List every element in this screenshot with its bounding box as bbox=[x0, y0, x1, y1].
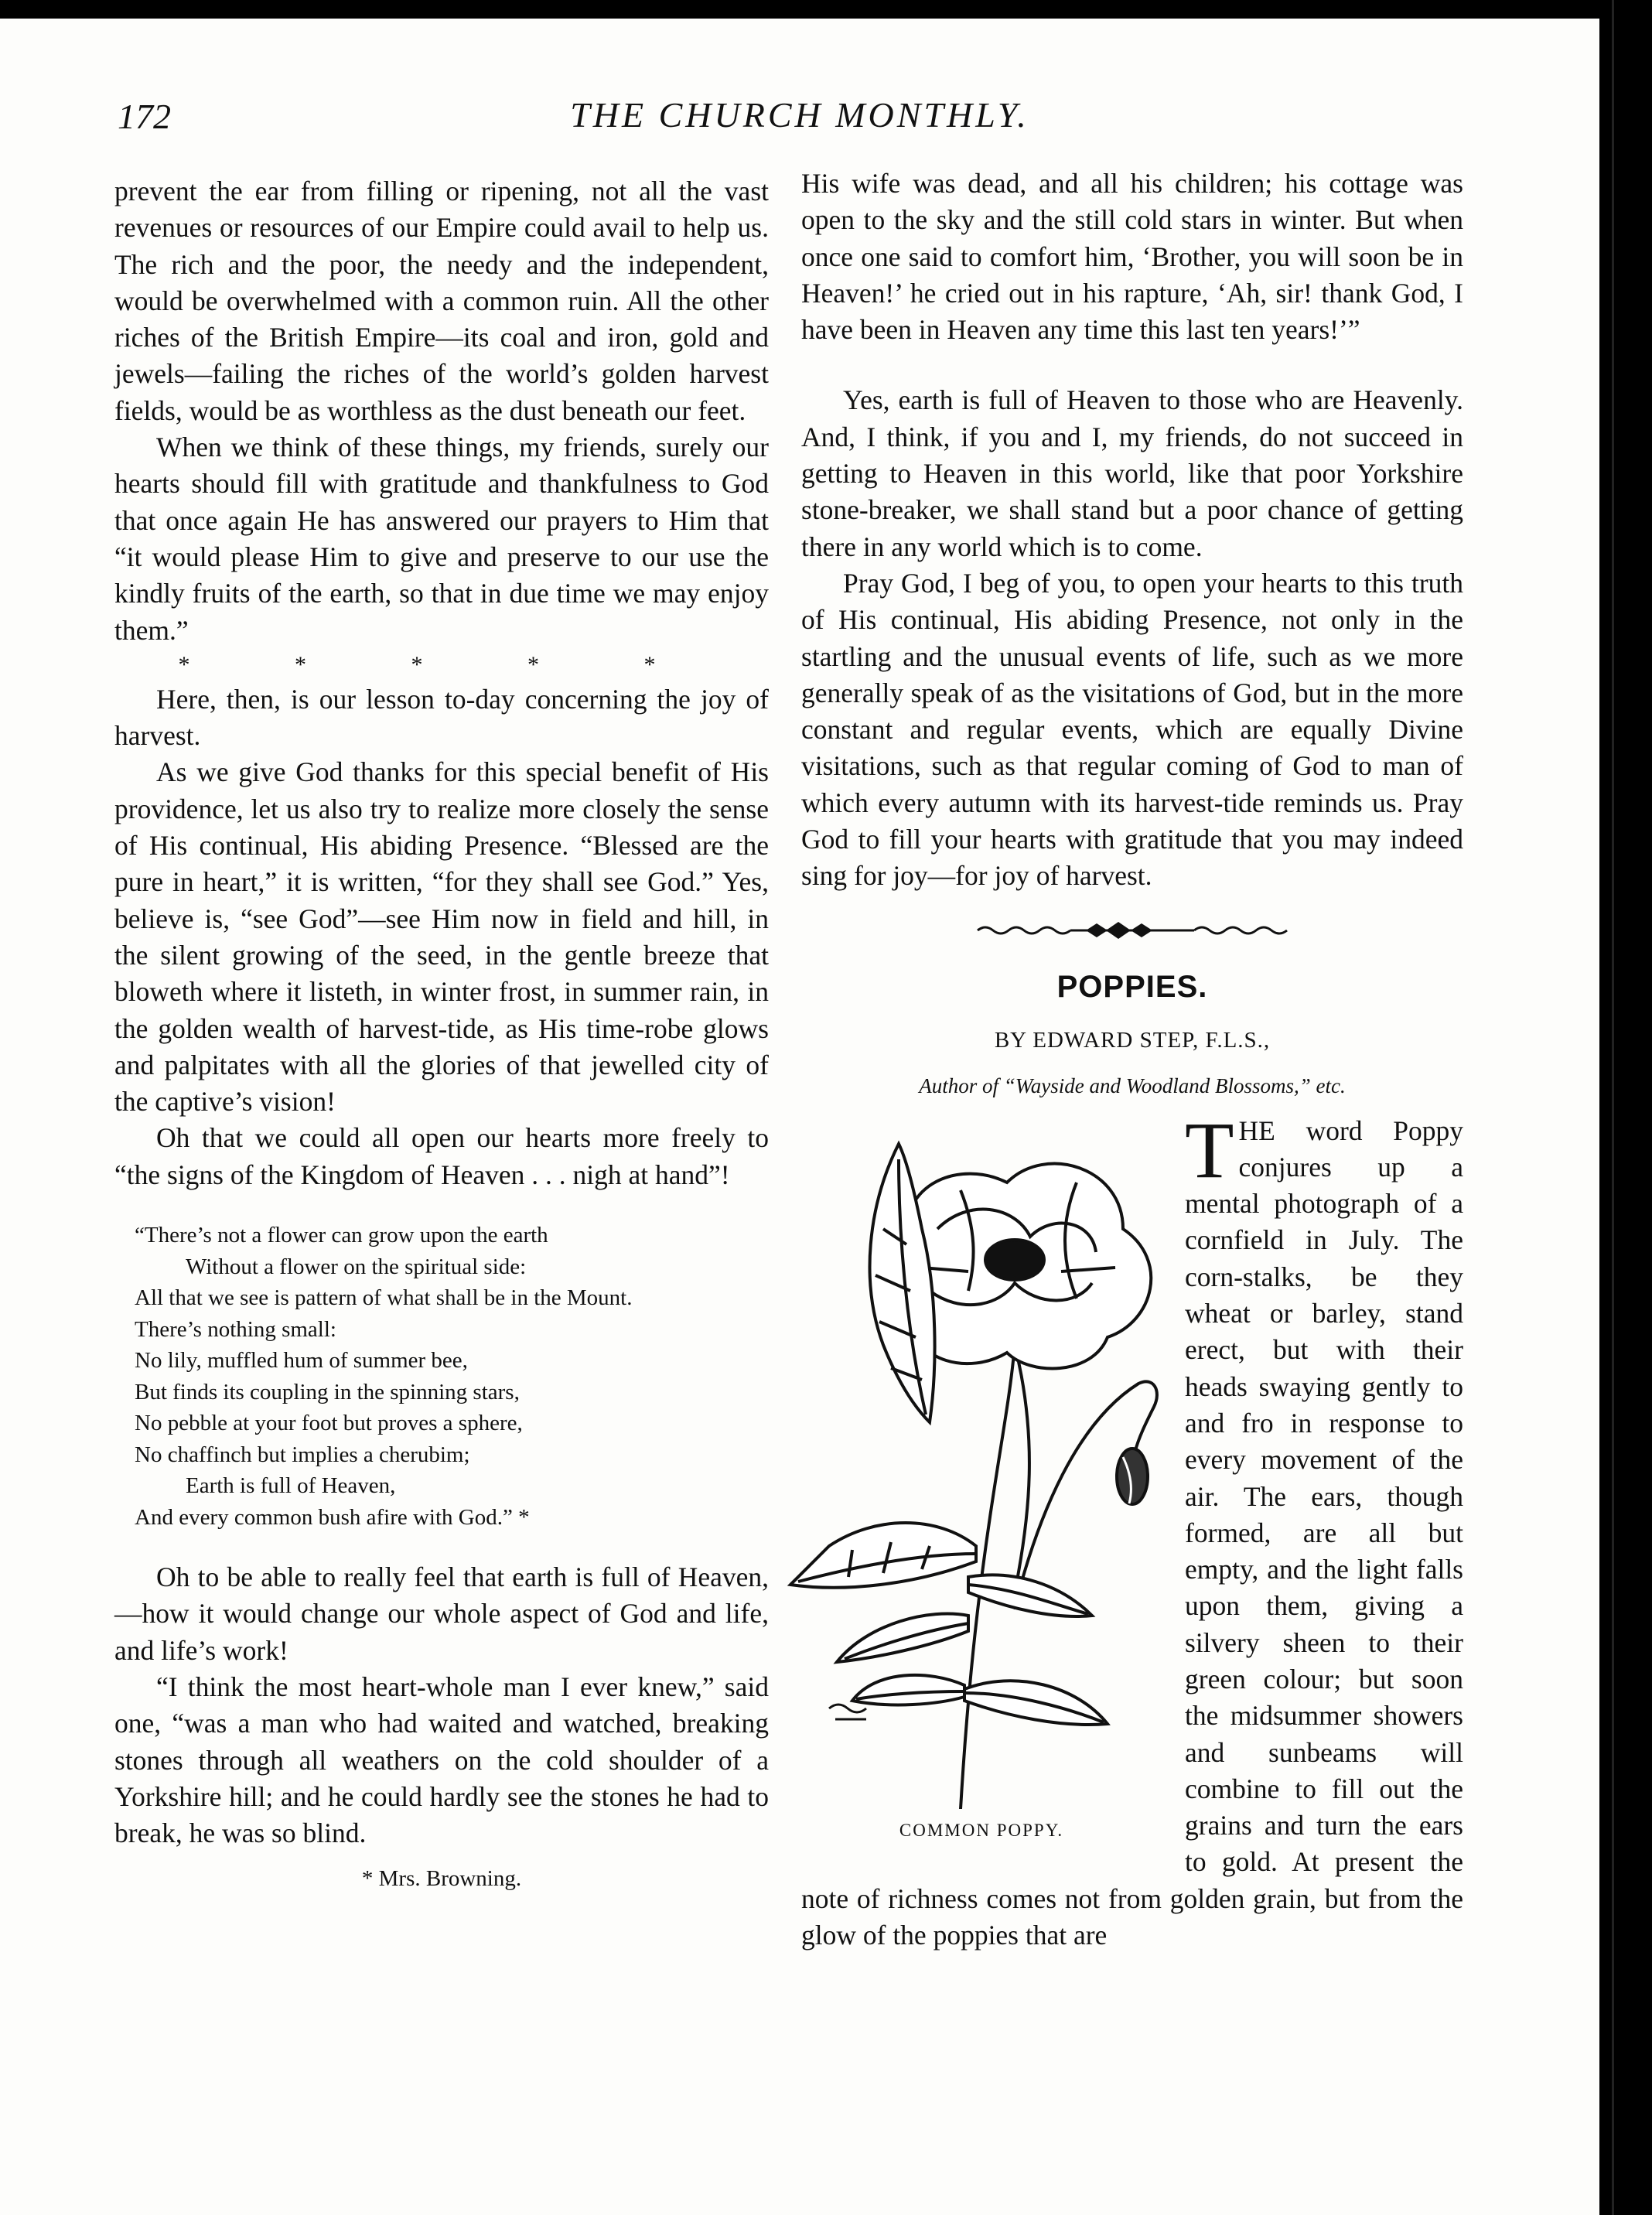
article-paragraph: HE word Poppy conjures up a mental photograph of a cornfield in July. The corn-stalks, be they wheat or barley, stand erect, but with their heads swaying gently to and fro in response to every movement of the air. The ears, though formed, are all but empty, and the light falls upon them, giving a silvery sheen to their green colour; but soon the midsummer showers and sunbeams will combine to fill out the grains and turn the ears to gold. At present the note of richness comes not from golden grain, but from the glow of the poppies that are bbox=[801, 1114, 1463, 1951]
left-column bbox=[114, 173, 769, 1898]
paragraph: Here, then, is our lesson to-day concerning the joy of harvest. bbox=[114, 683, 769, 752]
ornament-icon bbox=[970, 919, 1295, 942]
poem-line: No lily, muffled hum of summer bee, bbox=[135, 1348, 468, 1374]
poem-quotation bbox=[135, 1220, 769, 1533]
paragraph: Oh to be able to really feel that earth is full of Heaven,—how it would change our whole aspect of God and life, and life’s work! bbox=[114, 1561, 769, 1666]
poem-line: All that we see is pattern of what shall be in the Mount. bbox=[135, 1285, 633, 1311]
paragraph: “I think the most heart-whole man I ever knew,” said one, “was a man who had waited and watched, breaking stones through all weathers on the cold shoulder of a Yorkshire hill; and he could hardly see the stones he had to break, he was so blind. bbox=[114, 1671, 769, 1849]
poem-line: And every common bush afire with God.” * bbox=[135, 1504, 530, 1530]
scan-edge-line bbox=[1612, 0, 1614, 2215]
figure-caption: COMMON POPPY. bbox=[899, 1820, 1064, 1840]
poem-line: Earth is full of Heaven, bbox=[186, 1473, 396, 1499]
paragraph: As we give God thanks for this special benefit of His providence, let us also try to realize more closely the sense of His continual, His abiding Presence. “Blessed are the pure in heart,” it is written, “for they shall see God.” Yes, believe is, “see God”—see Him now in field and hill, in the silent growing of the seed, in the gentle breeze that bloweth where it listeth, in winter frost, in summer rain, in the golden wealth of harvest-tide, as His time-robe glows and palpitates with all the glories of that jewelled city of the captive’s vision! bbox=[114, 756, 769, 1118]
page-number: 172 bbox=[118, 97, 171, 136]
article-title: POPPIES. bbox=[1056, 969, 1208, 1004]
running-title: THE CHURCH MONTHLY. bbox=[570, 95, 1029, 135]
paragraph: Yes, earth is full of Heaven to those who are Heavenly. And, I think, if you and I, my friends, do not succeed in getting to Heaven in this world, like that poor Yorkshire stone-breaker, we shall stand but a poor chance of getting there in any world which is to come. bbox=[801, 384, 1463, 562]
poem-line: No pebble at your foot but proves a sphere, bbox=[135, 1411, 523, 1436]
poem-line: “There’s not a flower can grow upon the earth bbox=[135, 1223, 548, 1248]
scan-edge bbox=[1599, 0, 1652, 2215]
page-header bbox=[0, 80, 1599, 142]
article-body bbox=[801, 1105, 1463, 1954]
paragraph: Oh that we could all open our hearts more freely to “the signs of the Kingdom of Heaven . . . nigh at hand”! bbox=[114, 1122, 769, 1190]
article-byline: BY EDWARD STEP, F.L.S., bbox=[994, 1027, 1271, 1053]
article-author-credit: Author of “Wayside and Woodland Blossoms,” etc. bbox=[919, 1074, 1346, 1098]
paragraph: prevent the ear from filling or ripening, not all the vast revenues or resources of our Empire could avail to help us. The rich and the poor, the needy and the independent, would be overwhelmed with a common ruin. All the other riches of the British Empire—its coal and iron, gold and jewels—failing the riches of the world’s golden harvest fields, would be as worthless as the dust beneath our feet. bbox=[114, 176, 769, 426]
page bbox=[0, 19, 1599, 2215]
paragraph: His wife was dead, and all his children; his cottage was open to the sky and the still cold stars in winter. But when once one said to comfort him, ‘Brother, you will soon be in Heaven!’ he cried out in his rapture, ‘Ah, sir! thank God, I have been in Heaven any time this last ten years!’” bbox=[801, 168, 1463, 346]
poppy-illustration bbox=[783, 1113, 1180, 1879]
paragraph: Pray God, I beg of you, to open your hearts to this truth of His continual, His abiding Presence, not only in the startling and the unusual events of life, such as we more generally speak of as the visitations of God, but in the more constant and regular events, which are equally Divine visitations, such as that regular coming of God to man of which every autumn with its harvest-tide reminds us. Pray God to fill your hearts with gratitude that you may indeed sing for joy—for joy of harvest. bbox=[801, 567, 1463, 892]
poem-line: But finds its coupling in the spinning stars, bbox=[135, 1379, 520, 1404]
section-break-stars: * * * * * bbox=[178, 651, 705, 677]
paragraph: When we think of these things, my friends, surely our hearts should fill with gratitude and thankfulness to God that once again He has answered our prayers to Him that “it would please Him to give and preserve to our use the kindly fruits of the earth, so that in due time we may enjoy them.” bbox=[114, 432, 769, 646]
drop-cap: T bbox=[1185, 1105, 1234, 1195]
poem-line: Without a flower on the spiritual side: bbox=[186, 1254, 527, 1279]
poem-line: No chaffinch but implies a cherubim; bbox=[135, 1442, 470, 1467]
poem-line: There’s nothing small: bbox=[135, 1316, 336, 1342]
ornamental-divider bbox=[801, 915, 1463, 946]
footnote: * Mrs. Browning. bbox=[361, 1866, 522, 1892]
poppy-flower-icon bbox=[783, 1113, 1180, 1809]
right-column bbox=[801, 166, 1463, 1954]
